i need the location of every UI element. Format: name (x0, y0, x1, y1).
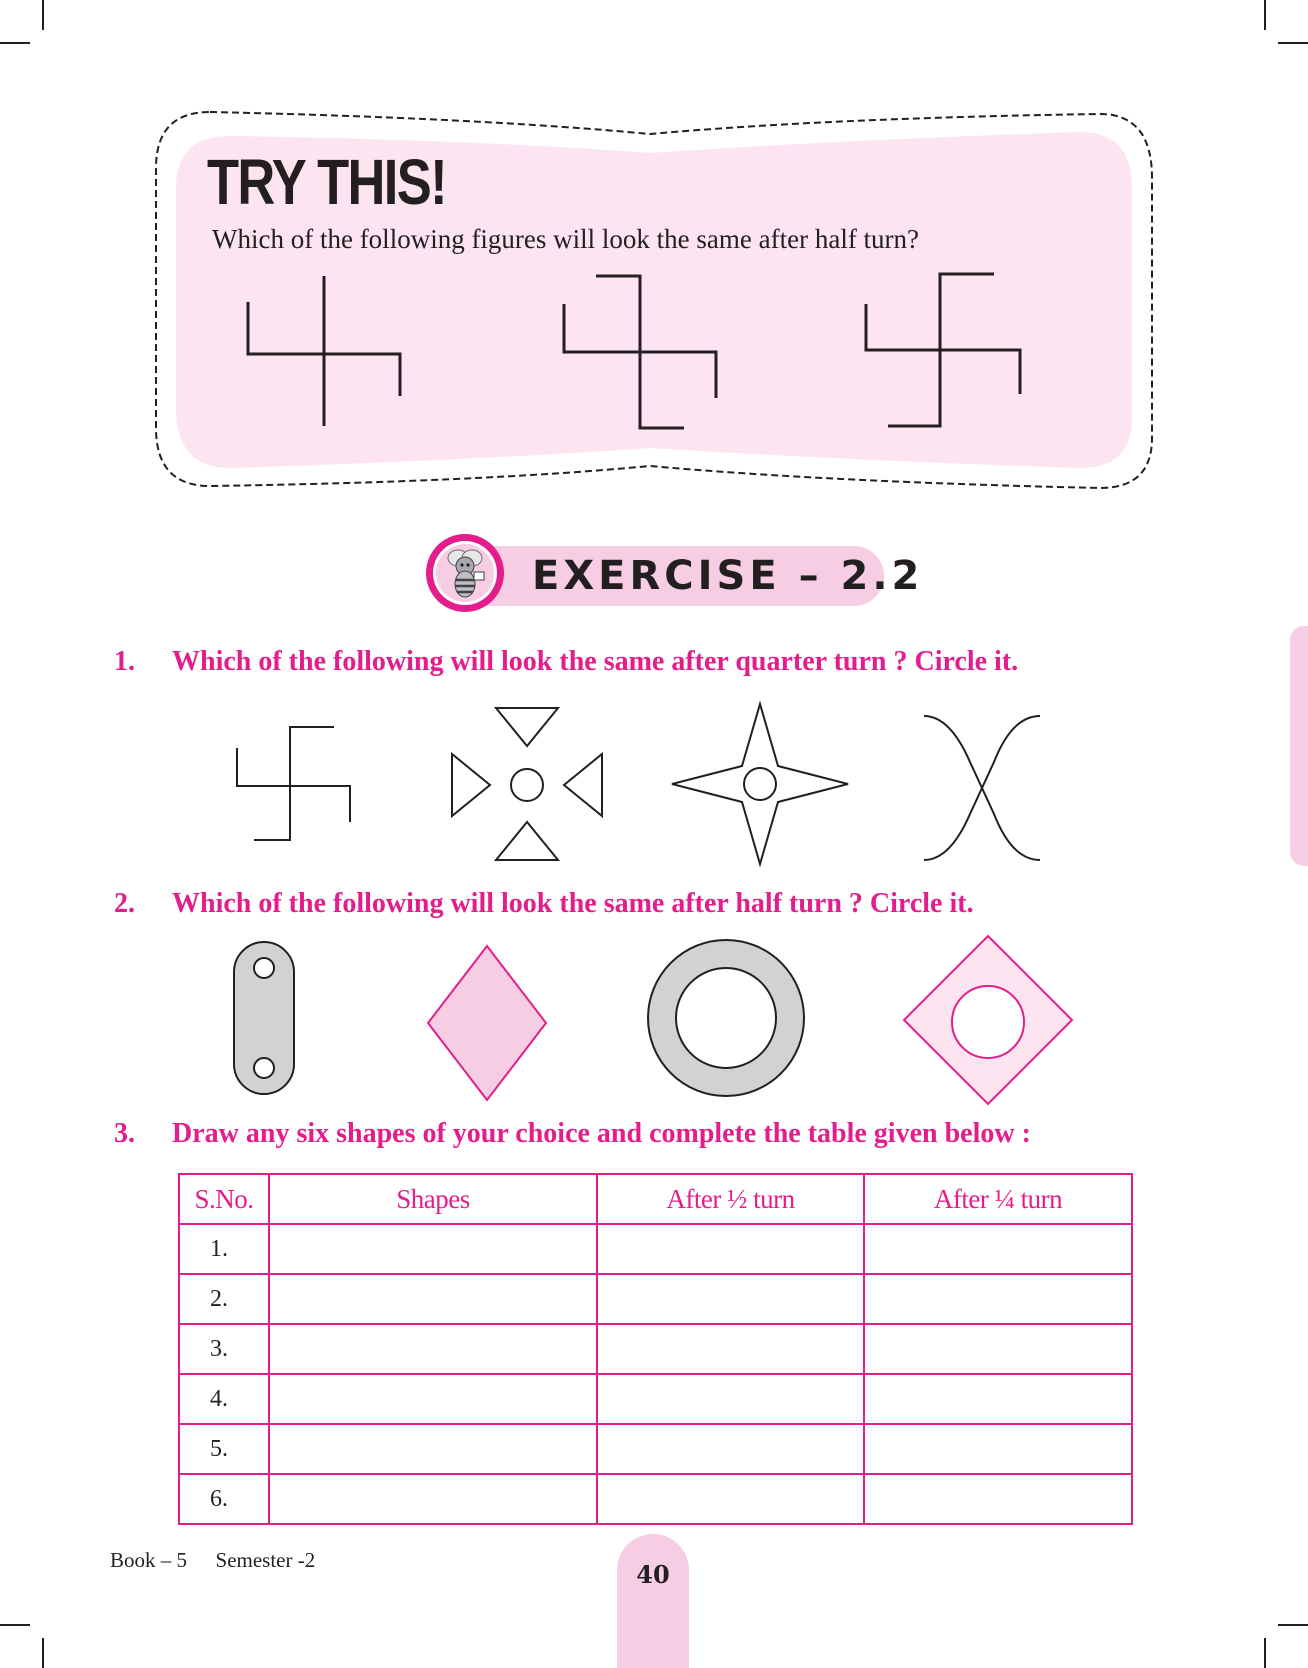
quarter-turn-cell[interactable] (864, 1424, 1132, 1474)
footer-book-label (110, 1548, 315, 1573)
four-point-star-icon (668, 700, 852, 868)
half-turn-cell[interactable] (597, 1324, 864, 1374)
quarter-turn-cell[interactable] (864, 1274, 1132, 1324)
crop-mark (1264, 0, 1266, 30)
bee-mascot-icon (424, 532, 506, 614)
page-number: 40 (636, 1560, 670, 1589)
shape-cell[interactable] (269, 1424, 597, 1474)
crop-mark (0, 42, 30, 44)
try-this-question: Which of the following figures will look the same after half turn? (212, 224, 920, 254)
row-number: 4. (179, 1374, 269, 1424)
question-2-number: 2. (114, 888, 135, 919)
row-number: 5. (179, 1424, 269, 1474)
footer-semester: Semester -2 (215, 1548, 316, 1572)
page-number-tab (617, 1534, 689, 1668)
table-row (179, 1274, 1132, 1324)
table-row (179, 1474, 1132, 1524)
quarter-turn-cell[interactable] (864, 1324, 1132, 1374)
crop-mark (42, 0, 44, 30)
half-turn-cell[interactable] (597, 1374, 864, 1424)
exercise-title: EXERCISE – 2.2 (532, 553, 924, 599)
quarter-turn-cell[interactable] (864, 1374, 1132, 1424)
header-shapes: Shapes (269, 1174, 597, 1224)
row-number: 6. (179, 1474, 269, 1524)
shape-cell[interactable] (269, 1374, 597, 1424)
quarter-turn-cell[interactable] (864, 1474, 1132, 1524)
table-row (179, 1224, 1132, 1274)
quarter-turn-cell[interactable] (864, 1224, 1132, 1274)
crop-mark (0, 1624, 30, 1626)
shape-cell[interactable] (269, 1324, 597, 1374)
header-after-half-turn: After ½ turn (597, 1174, 864, 1224)
swastika-figure-1 (240, 272, 410, 432)
side-tab (1290, 626, 1308, 866)
footer-book: Book – 5 (110, 1548, 188, 1572)
shape-cell[interactable] (269, 1224, 597, 1274)
crossed-curves-icon (920, 712, 1044, 864)
try-this-title: TRY THIS! (207, 146, 446, 218)
table-row (179, 1424, 1132, 1474)
half-turn-cell[interactable] (597, 1224, 864, 1274)
row-number: 1. (179, 1224, 269, 1274)
swastika-icon (232, 722, 358, 844)
half-turn-cell[interactable] (597, 1274, 864, 1324)
half-turn-cell[interactable] (597, 1474, 864, 1524)
table-header-row (179, 1174, 1132, 1224)
rhombus-icon (424, 942, 550, 1104)
diamond-circle-icon (900, 932, 1076, 1108)
crop-mark (42, 1638, 44, 1668)
question-3-text: Draw any six shapes of your choice and complete the table given below : (172, 1118, 1031, 1149)
table-row (179, 1324, 1132, 1374)
table-row (179, 1374, 1132, 1424)
ring-icon (644, 936, 808, 1100)
shape-cell[interactable] (269, 1474, 597, 1524)
header-after-quarter-turn: After ¼ turn (864, 1174, 1132, 1224)
question-1-text: Which of the following will look the same after quarter turn ? Circle it. (172, 646, 1019, 677)
swastika-figure-3 (860, 268, 1035, 433)
row-number: 2. (179, 1274, 269, 1324)
header-sno: S.No. (179, 1174, 269, 1224)
question-2-text: Which of the following will look the same after half turn ? Circle it. (172, 888, 974, 919)
crop-mark (1278, 1624, 1308, 1626)
row-number: 3. (179, 1324, 269, 1374)
question-1-number: 1. (114, 646, 135, 677)
question-3-number: 3. (114, 1118, 135, 1149)
shape-cell[interactable] (269, 1274, 597, 1324)
swastika-figure-2 (556, 270, 726, 435)
link-plate-icon (230, 938, 298, 1098)
half-turn-cell[interactable] (597, 1424, 864, 1474)
triangles-circle-icon (446, 704, 608, 864)
crop-mark (1264, 1638, 1266, 1668)
shapes-table (178, 1173, 1131, 1525)
crop-mark (1278, 42, 1308, 44)
